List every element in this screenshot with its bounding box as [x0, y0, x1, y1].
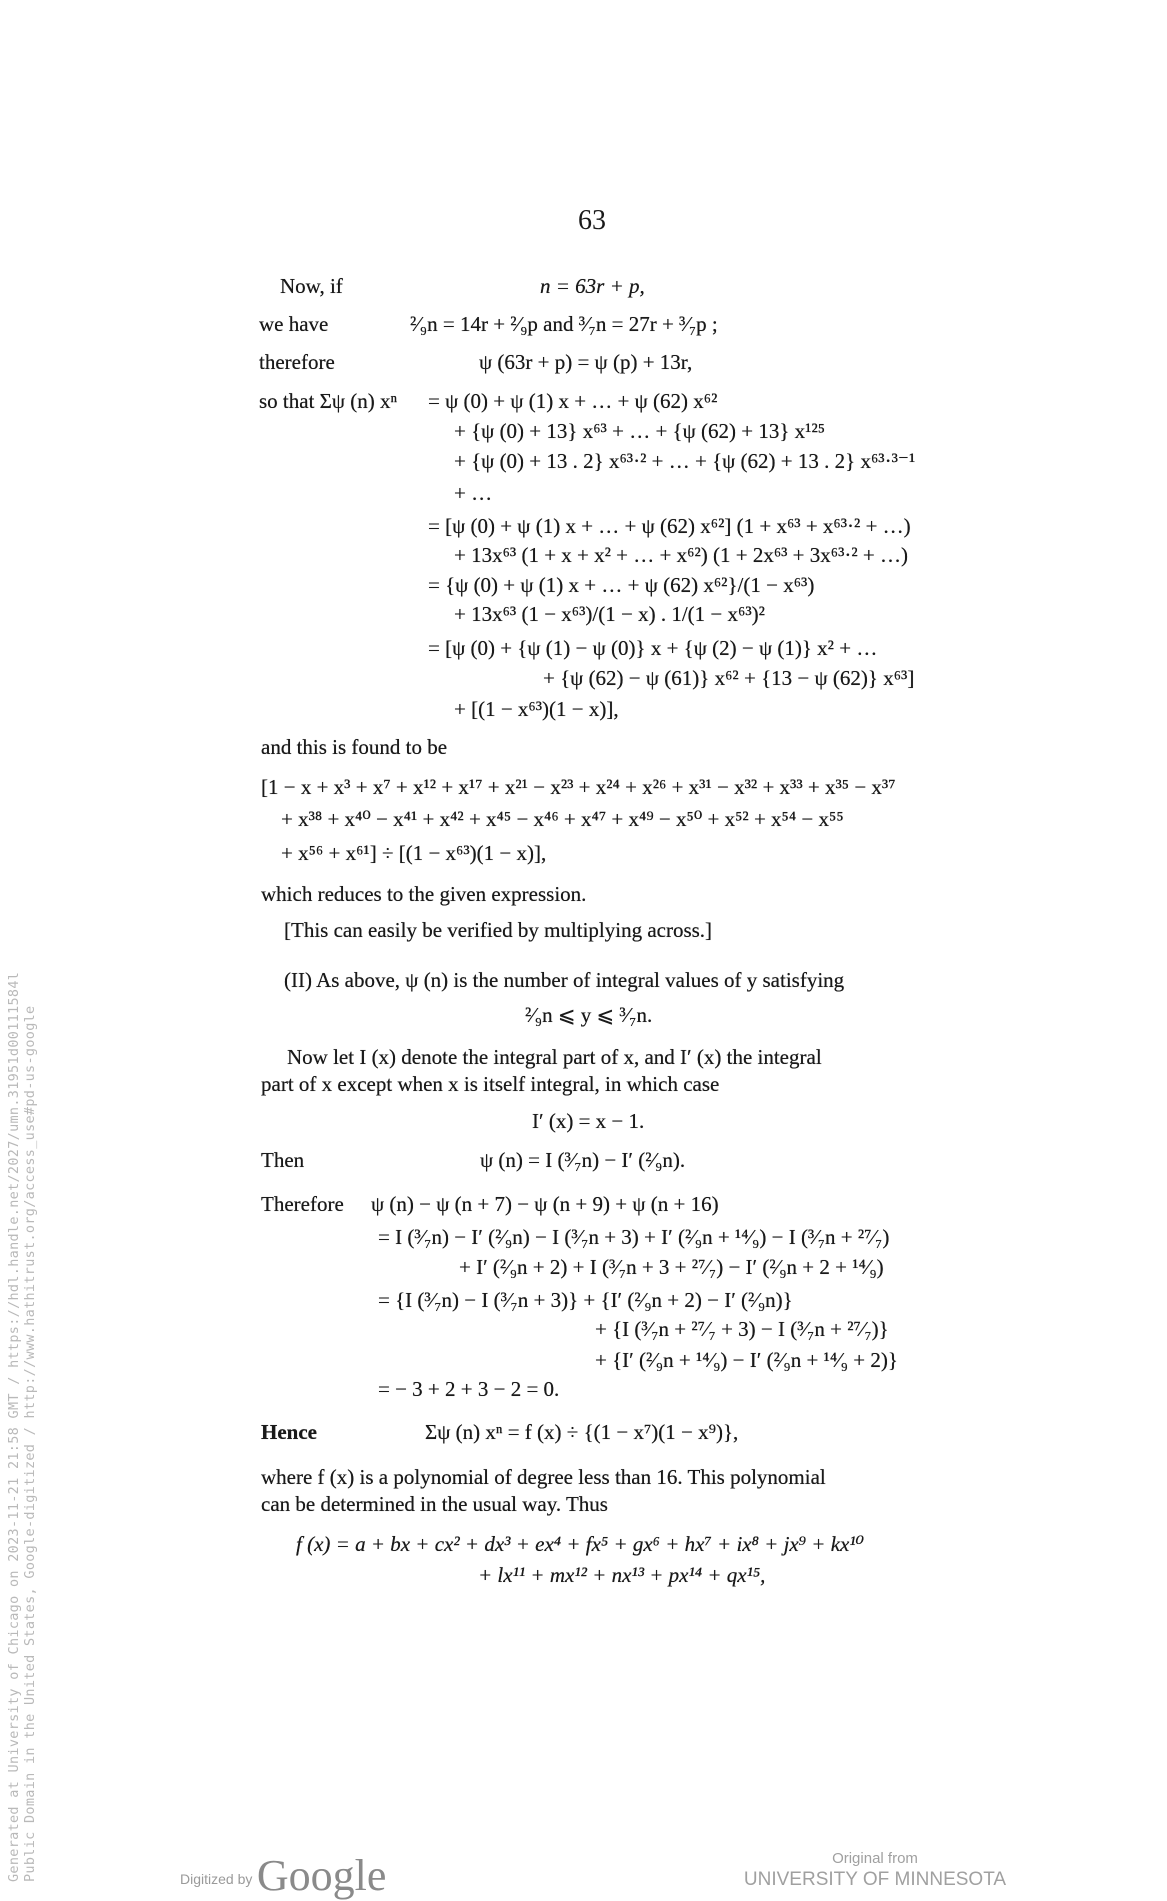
- hence-formula: Σψ (n) xⁿ = f (x) ÷ {(1 − x⁷)(1 − x⁹)},: [425, 1420, 739, 1444]
- so-that-line: = ψ (0) + ψ (1) x + … + ψ (62) x⁶²: [428, 389, 718, 413]
- therefore-formula: ψ (63r + p) = ψ (p) + 13r,: [479, 350, 693, 374]
- we-have-formula: ²⁄₉n = 14r + ²⁄₉p and ³⁄₇n = 27r + ³⁄₇p ;: [410, 312, 718, 336]
- now-let-line-2: part of x except when x is itself integral, in which case: [261, 1072, 720, 1096]
- then-formula: ψ (n) = I (³⁄₇n) − I′ (²⁄₉n).: [480, 1148, 686, 1172]
- therefore-label-2: Therefore: [261, 1192, 344, 1216]
- therefore-line: = {I (³⁄₇n) − I (³⁄₇n + 3)} + {I′ (²⁄₉n + 2) − I′ (²⁄₉n)}: [378, 1288, 793, 1312]
- now-let-line-1: Now let I (x) denote the integral part of x, and I′ (x) the integral: [287, 1045, 822, 1069]
- iprime-definition: I′ (x) = x − 1.: [532, 1109, 645, 1133]
- result-line: [1 − x + x³ + x⁷ + x¹² + x¹⁷ + x²¹ − x²³ + x²⁴ + x²⁶ + x³¹ − x³² + x³³ + x³⁵ − x³⁷: [261, 775, 896, 799]
- therefore-line: + {I (³⁄₇n + ²⁷⁄₇ + 3) − I (³⁄₇n + ²⁷⁄₇)}: [595, 1317, 889, 1341]
- watermark-line-2: Public Domain in the United States, Google-digitized / http://www.hathitrust.org/access_use#pd-us-google: [22, 1005, 38, 1882]
- so-that-line: + [(1 − x⁶³)(1 − x)],: [454, 697, 619, 721]
- where-line-2: can be determined in the usual way. Thus: [261, 1492, 608, 1516]
- so-that-line: + 13x⁶³ (1 − x⁶³)/(1 − x) . 1/(1 − x⁶³)²: [454, 602, 765, 626]
- therefore-head: ψ (n) − ψ (n + 7) − ψ (n + 9) + ψ (n + 16): [371, 1192, 719, 1216]
- now-if-formula: n = 63r + p,: [540, 274, 645, 298]
- result-line: + x³⁸ + x⁴⁰ − x⁴¹ + x⁴² + x⁴⁵ − x⁴⁶ + x⁴⁷ + x⁴⁹ − x⁵⁰ + x⁵² + x⁵⁴ − x⁵⁵: [281, 807, 844, 831]
- therefore-label: therefore: [259, 350, 335, 374]
- so-that-label: so that Σψ (n) xⁿ: [259, 389, 398, 413]
- so-that-line: + {ψ (62) − ψ (61)} x⁶² + {13 − ψ (62)} x⁶³]: [543, 666, 915, 690]
- digitized-by-text: Digitized by: [180, 1871, 253, 1887]
- result-line: + x⁵⁶ + x⁶¹] ÷ [(1 − x⁶³)(1 − x)],: [281, 841, 547, 865]
- therefore-line: = I (³⁄₇n) − I′ (²⁄₉n) − I (³⁄₇n + 3) + I′ (²⁄₉n + ¹⁴⁄₉) − I (³⁄₇n + ²⁷⁄₇): [378, 1225, 890, 1249]
- digitized-by-google-logo: [180, 1850, 386, 1901]
- watermark-line-1: Generated at University of Chicago on 2023-11-21 21:58 GMT / https://hdl.handle.net/2027/umn.31951d00111584l: [6, 971, 22, 1882]
- so-that-line: + 13x⁶³ (1 + x + x² + … + x⁶²) (1 + 2x⁶³ + 3x⁶³·² + …): [454, 543, 909, 567]
- university-name: UNIVERSITY OF MINNESOTA: [743, 1869, 1007, 1890]
- original-from-text: Original from: [832, 1850, 918, 1867]
- inequality: ²⁄₉n ⩽ y ⩽ ³⁄₇n.: [525, 1003, 653, 1027]
- found-to-be: and this is found to be: [261, 735, 448, 759]
- so-that-line: = [ψ (0) + ψ (1) x + … + ψ (62) x⁶²] (1 + x⁶³ + x⁶³·² + …): [428, 514, 911, 538]
- now-if-label: Now, if: [280, 274, 343, 298]
- page-number: 63: [578, 205, 606, 236]
- we-have-label: we have: [259, 312, 329, 336]
- then-label: Then: [261, 1148, 305, 1172]
- therefore-line: = − 3 + 2 + 3 − 2 = 0.: [378, 1377, 560, 1401]
- hence-label: Hence: [261, 1420, 317, 1444]
- part2-intro: (II) As above, ψ (n) is the number of integral values of y satisfying: [284, 968, 845, 992]
- so-that-line: = {ψ (0) + ψ (1) x + … + ψ (62) x⁶²}/(1 − x⁶³): [428, 573, 815, 597]
- therefore-line: + {I′ (²⁄₉n + ¹⁴⁄₉) − I′ (²⁄₉n + ¹⁴⁄₉ + 2)}: [595, 1348, 898, 1372]
- so-that-line: = [ψ (0) + {ψ (1) − ψ (0)} x + {ψ (2) − ψ (1)} x² + …: [428, 636, 878, 660]
- so-that-line: + {ψ (0) + 13} x⁶³ + … + {ψ (62) + 13} x¹²⁵: [454, 419, 826, 443]
- reduces-text: which reduces to the given expression.: [261, 882, 587, 906]
- google-wordmark: Google: [256, 1851, 387, 1900]
- therefore-line: + I′ (²⁄₉n + 2) + I (³⁄₇n + 3 + ²⁷⁄₇) − I′ (²⁄₉n + 2 + ¹⁴⁄₉): [459, 1255, 884, 1279]
- fx-line-1: f (x) = a + bx + cx² + dx³ + ex⁴ + fx⁵ + gx⁶ + hx⁷ + ix⁸ + jx⁹ + kx¹⁰: [296, 1532, 865, 1556]
- fx-line-2: + lx¹¹ + mx¹² + nx¹³ + px¹⁴ + qx¹⁵,: [478, 1563, 766, 1587]
- original-from-block: [740, 1850, 1010, 1891]
- so-that-line: + …: [454, 481, 493, 505]
- where-line-1: where f (x) is a polynomial of degree less than 16. This polynomial: [261, 1465, 826, 1489]
- verified-note: [This can easily be verified by multiplying across.]: [284, 918, 713, 942]
- so-that-line: + {ψ (0) + 13 . 2} x⁶³·² + … + {ψ (62) + 13 . 2} x⁶³·³⁻¹: [454, 449, 916, 473]
